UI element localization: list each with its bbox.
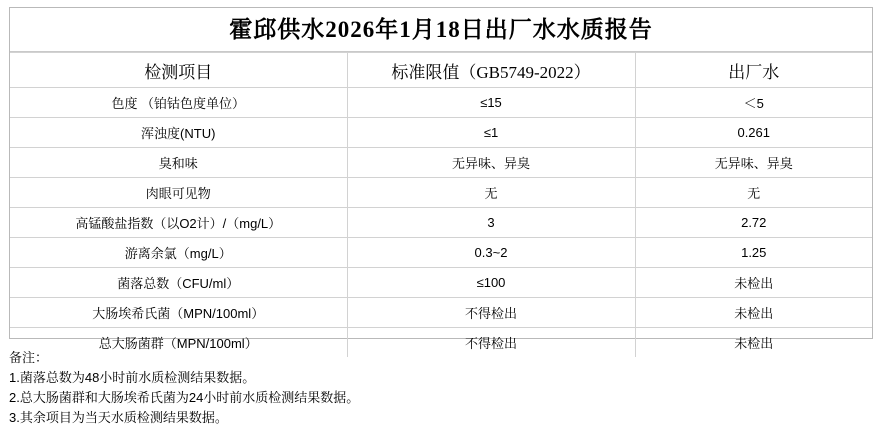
cell-value: 未检出: [635, 268, 872, 298]
note-line-2: 2.总大肠菌群和大肠埃希氏菌为24小时前水质检测结果数据。: [9, 390, 360, 405]
cell-standard: ≤15: [347, 88, 635, 118]
table-row: [10, 178, 872, 208]
note-line-1: 1.菌落总数为48小时前水质检测结果数据。: [9, 370, 256, 385]
water-quality-report-card: [9, 7, 873, 351]
column-header-item: 检测项目: [10, 53, 347, 88]
notes-section: [9, 348, 869, 428]
column-header-value: 出厂水: [635, 53, 872, 88]
cell-value: 无异味、异臭: [635, 148, 872, 178]
cell-standard: 0.3~2: [347, 238, 635, 268]
table-body: [10, 88, 872, 358]
cell-standard: 无异味、异臭: [347, 148, 635, 178]
table-row: [10, 298, 872, 328]
table-row: [10, 118, 872, 148]
table-row: [10, 268, 872, 298]
cell-item: 高锰酸盐指数（以O2计）/（mg/L）: [10, 208, 347, 238]
cell-value: 1.25: [635, 238, 872, 268]
cell-item: 浑浊度(NTU): [10, 118, 347, 148]
cell-value: 未检出: [635, 328, 872, 358]
cell-standard: 无: [347, 178, 635, 208]
cell-value: 2.72: [635, 208, 872, 238]
table-row: [10, 148, 872, 178]
table-header: [10, 53, 872, 88]
cell-standard: 3: [347, 208, 635, 238]
cell-value: 未检出: [635, 298, 872, 328]
table-row: [10, 238, 872, 268]
cell-value: 0.261: [635, 118, 872, 148]
cell-standard: 不得检出: [347, 298, 635, 328]
cell-item: 色度 （铂钴色度单位）: [10, 88, 347, 118]
cell-standard: 不得检出: [347, 328, 635, 358]
cell-item: 总大肠菌群（MPN/100ml）: [10, 328, 347, 358]
cell-item: 菌落总数（CFU/ml）: [10, 268, 347, 298]
cell-item: 臭和味: [10, 148, 347, 178]
notes-heading: 备注：: [9, 350, 49, 365]
water-quality-table: [10, 52, 872, 357]
cell-standard: ≤100: [347, 268, 635, 298]
note-line-3: 3.其余项目为当天水质检测结果数据。: [9, 410, 228, 425]
cell-item: 游离余氯（mg/L）: [10, 238, 347, 268]
cell-standard: ≤1: [347, 118, 635, 148]
column-header-standard: 标准限值（GB5749-2022）: [347, 53, 635, 88]
table-row: [10, 208, 872, 238]
page-title: 霍邱供水2026年1月18日出厂水水质报告: [10, 8, 872, 52]
table-header-row: [10, 53, 872, 88]
table-row: [10, 88, 872, 118]
cell-value: ＜5: [635, 88, 872, 118]
cell-item: 肉眼可见物: [10, 178, 347, 208]
cell-item: 大肠埃希氏菌（MPN/100ml）: [10, 298, 347, 328]
cell-value: 无: [635, 178, 872, 208]
